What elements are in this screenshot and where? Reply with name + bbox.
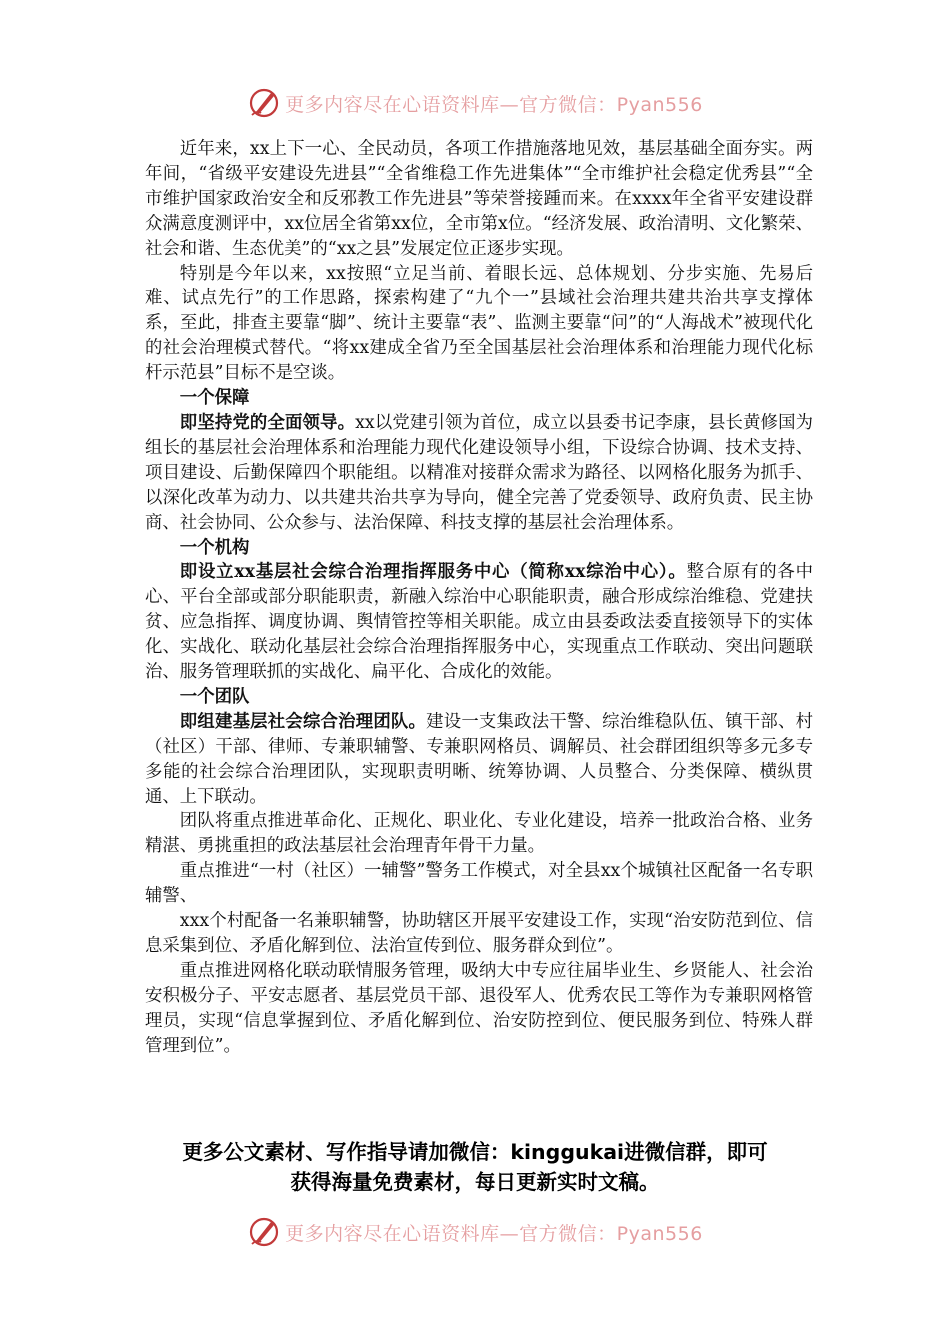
paragraph: 特别是今年以来，xx按照“立足当前、着眼长远、总体规划、分步实施、先易后难、试点先行”的工作思路，探索构建了“九个一”县域社会治理共建共治共享支撑体系，至此，排查主要靠“脚”、统计主要靠“表”、监测主要靠“问”的“人海战术”被现代化的社会治理模式替代。“将xx建成全省乃至全国基层社会治理体系和治理能力现代化标杆示范县”目标不是空谈。 bbox=[145, 263, 813, 384]
watermark-header bbox=[0, 83, 950, 123]
promo-line-1: 更多公文素材、写作指导请加微信：kinggukai进微信群，即可 bbox=[182, 1140, 768, 1164]
watermark-text: 更多内容尽在心语资料库—官方微信：Pyan556 bbox=[285, 1222, 703, 1245]
paragraph: 近年来，xx上下一心、全民动员，各项工作措施落地见效，基层基础全面夯实。两年间，“省级平安建设先进县”“全省维稳工作先进集体”“全市维护社会稳定优秀县”“全市维护国家政治安全和反邪教工作先进县”等荣誉接踵而来。在xxxx年全省平安建设群众满意度测评中，xx位居全省第xx位，全市第x位。“经济发展、政治清明、文化繁荣、社会和谐、生态优美”的“xx之县”发展定位正逐步实现。 bbox=[145, 139, 813, 259]
paragraph-lead: 即设立xx基层社会综合治理指挥服务中心（简称xx综治中心）。 bbox=[179, 562, 687, 583]
pen-circle-logo-icon bbox=[247, 86, 281, 120]
pen-circle-logo-icon bbox=[247, 1215, 281, 1249]
paragraph: 重点推进网格化联动联情服务管理，吸纳大中专应往届毕业生、乡贤能人、社会治安积极分子、平安志愿者、基层党员干部、退役军人、优秀农民工等作为专兼职网格管理员，实现“信息掌握到位、矛盾化解到位、治安防控到位、便民服务到位、特殊人群管理到位”。 bbox=[145, 960, 813, 1056]
paragraph: xxx个村配备一名兼职辅警，协助辖区开展平安建设工作，实现“治安防范到位、信息采集到位、矛盾化解到位、法治宣传到位、服务群众到位”。 bbox=[145, 911, 813, 956]
paragraph: 重点推进“一村（社区）一辅警”警务工作模式，对全县xx个城镇社区配备一名专职辅警、 bbox=[145, 861, 813, 907]
document-body bbox=[145, 137, 813, 1059]
paragraph: 即组建基层社会综合治理团队。建设一支集政法干警、综治维稳队伍、镇干部、村（社区）干部、律师、专兼职辅警、专兼职网格员、调解员、社会群团组织等多元多专多能的社会综合治理团队，实现职责明晰、统筹协调、人员整合、分类保障、横纵贯通、上下联动。 bbox=[145, 711, 813, 807]
promo-line-2: 获得海量免费素材，每日更新实时文稿。 bbox=[290, 1170, 660, 1194]
paragraph-lead: 即组建基层社会综合治理团队。 bbox=[179, 711, 427, 732]
paragraph: 团队将重点推进革命化、正规化、职业化、专业化建设，培养一批政治合格、业务精湛、勇挑重担的政法基层社会治理青年骨干力量。 bbox=[145, 811, 813, 857]
watermark-text: 更多内容尽在心语资料库—官方微信：Pyan556 bbox=[285, 93, 703, 116]
paragraph: 即坚持党的全面领导。xx以党建引领为首位，成立以县委书记李康，县长黄修国为组长的基层社会治理体系和治理能力现代化建设领导小组，下设综合协调、技术支持、项目建设、后勤保障四个职能组。以精准对接群众需求为路径、以网格化服务为抓手、以深化改革为动力、以共建共治共享为导向，健全完善了党委领导、政府负责、民主协商、社会协同、公众参与、法治保障、科技支撑的基层社会治理体系。 bbox=[145, 412, 813, 533]
paragraph-lead: 即坚持党的全面领导。 bbox=[179, 412, 356, 433]
section-heading: 一个保障 bbox=[179, 388, 250, 409]
watermark-footer bbox=[0, 1212, 950, 1252]
section-heading: 一个团队 bbox=[179, 686, 250, 707]
paragraph: 即设立xx基层社会综合治理指挥服务中心（简称xx综治中心）。整合原有的各中心、平台全部或部分职能职责，新融入综治中心职能职责，融合形成综治维稳、党建扶贫、应急指挥、调度协调、舆情管控等相关职能。成立由县委政法委直接领导下的实体化、实战化、联动化基层社会综合治理指挥服务中心，实现重点工作联动、突出问题联治、服务管理联抓的实战化、扁平化、合成化的效能。 bbox=[145, 562, 813, 683]
section-heading: 一个机构 bbox=[179, 537, 250, 558]
promo-notice bbox=[120, 1137, 830, 1197]
